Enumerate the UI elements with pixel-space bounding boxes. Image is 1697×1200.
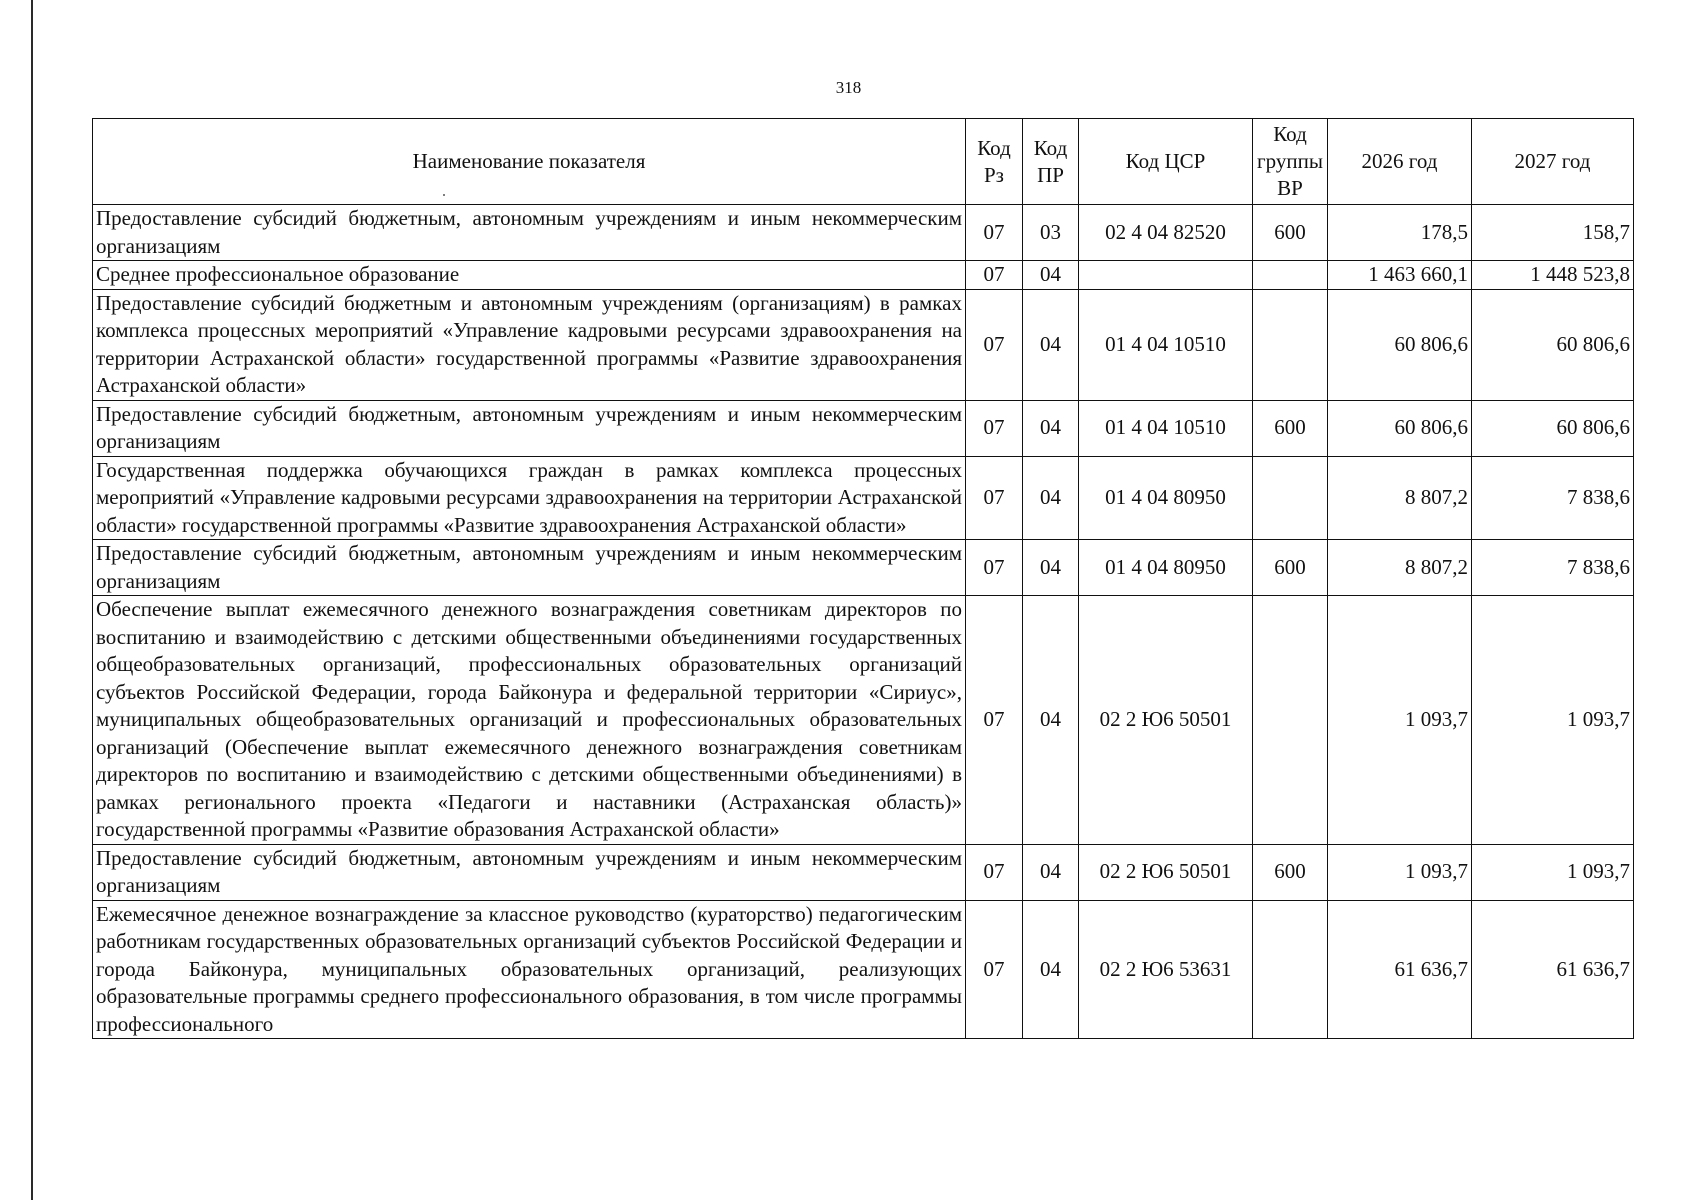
row-rz: 07 — [966, 205, 1023, 261]
row-2027: 60 806,6 — [1472, 400, 1634, 456]
row-2026: 60 806,6 — [1328, 400, 1472, 456]
row-csr: 02 2 Ю6 50501 — [1079, 596, 1253, 845]
row-2026: 1 463 660,1 — [1328, 261, 1472, 290]
row-vr: 600 — [1253, 400, 1328, 456]
table-row — [93, 289, 1634, 400]
row-vr — [1253, 289, 1328, 400]
row-2027: 7 838,6 — [1472, 456, 1634, 540]
row-rz: 07 — [966, 456, 1023, 540]
row-2026: 8 807,2 — [1328, 456, 1472, 540]
budget-table — [92, 118, 1634, 1039]
row-pr: 04 — [1023, 596, 1079, 845]
header-pr: Код ПР — [1023, 119, 1079, 205]
header-rz: Код Рз — [966, 119, 1023, 205]
row-2027: 61 636,7 — [1472, 900, 1634, 1039]
row-rz: 07 — [966, 900, 1023, 1039]
row-csr: 01 4 04 10510 — [1079, 400, 1253, 456]
row-name: Ежемесячное денежное вознаграждение за классное руководство (кураторство) педагогическим работникам государственных образовательных организаций субъектов Российской Федерации и города Байконура, муниципальных образовательных организаций, реализующих образовательные программы среднего профессионального образования, в том числе программы профессионального — [93, 900, 966, 1039]
row-name: Предоставление субсидий бюджетным, автономным учреждениям и иным некоммерческим организациям — [93, 844, 966, 900]
row-pr: 03 — [1023, 205, 1079, 261]
table-row — [93, 261, 1634, 290]
header-name: Наименование показателя — [93, 119, 966, 205]
scan-edge-line — [31, 0, 33, 1200]
row-pr: 04 — [1023, 289, 1079, 400]
row-pr: 04 — [1023, 261, 1079, 290]
table-row — [93, 540, 1634, 596]
row-pr: 04 — [1023, 900, 1079, 1039]
header-2027: 2027 год — [1472, 119, 1634, 205]
row-csr: 02 2 Ю6 53631 — [1079, 900, 1253, 1039]
row-2027: 1 093,7 — [1472, 596, 1634, 845]
row-vr — [1253, 900, 1328, 1039]
row-2027: 1 093,7 — [1472, 844, 1634, 900]
row-pr: 04 — [1023, 400, 1079, 456]
table-row — [93, 456, 1634, 540]
row-csr: 02 4 04 82520 — [1079, 205, 1253, 261]
row-vr — [1253, 261, 1328, 290]
row-rz: 07 — [966, 261, 1023, 290]
row-2026: 1 093,7 — [1328, 844, 1472, 900]
row-name: Предоставление субсидий бюджетным, автономным учреждениям и иным некоммерческим организациям — [93, 205, 966, 261]
row-name: Предоставление субсидий бюджетным, автономным учреждениям и иным некоммерческим организациям — [93, 540, 966, 596]
row-2026: 8 807,2 — [1328, 540, 1472, 596]
row-2027: 60 806,6 — [1472, 289, 1634, 400]
row-2026: 61 636,7 — [1328, 900, 1472, 1039]
row-csr: 01 4 04 10510 — [1079, 289, 1253, 400]
row-rz: 07 — [966, 400, 1023, 456]
row-vr — [1253, 596, 1328, 845]
row-vr: 600 — [1253, 205, 1328, 261]
table-row — [93, 205, 1634, 261]
table-header-row — [93, 119, 1634, 205]
row-2026: 60 806,6 — [1328, 289, 1472, 400]
row-pr: 04 — [1023, 456, 1079, 540]
row-2026: 1 093,7 — [1328, 596, 1472, 845]
header-2026: 2026 год — [1328, 119, 1472, 205]
row-vr: 600 — [1253, 844, 1328, 900]
row-csr: 02 2 Ю6 50501 — [1079, 844, 1253, 900]
table-row — [93, 844, 1634, 900]
row-2026: 178,5 — [1328, 205, 1472, 261]
row-rz: 07 — [966, 289, 1023, 400]
row-2027: 7 838,6 — [1472, 540, 1634, 596]
row-name: Государственная поддержка обучающихся граждан в рамках комплекса процессных мероприятий «Управление кадровыми ресурсами здравоохранения на территории Астраханской области» государственной программы «Развитие здравоохранения Астраханской области» — [93, 456, 966, 540]
row-csr: 01 4 04 80950 — [1079, 540, 1253, 596]
header-csr: Код ЦСР — [1079, 119, 1253, 205]
row-pr: 04 — [1023, 844, 1079, 900]
table-row — [93, 400, 1634, 456]
row-pr: 04 — [1023, 540, 1079, 596]
row-name: Среднее профессиональное образование — [93, 261, 966, 290]
row-name: Предоставление субсидий бюджетным, автономным учреждениям и иным некоммерческим организациям — [93, 400, 966, 456]
row-csr — [1079, 261, 1253, 290]
row-rz: 07 — [966, 596, 1023, 845]
row-2027: 158,7 — [1472, 205, 1634, 261]
row-csr: 01 4 04 80950 — [1079, 456, 1253, 540]
row-rz: 07 — [966, 844, 1023, 900]
row-rz: 07 — [966, 540, 1023, 596]
row-vr — [1253, 456, 1328, 540]
table-row — [93, 900, 1634, 1039]
table-row — [93, 596, 1634, 845]
row-name: Обеспечение выплат ежемесячного денежного вознаграждения советникам директоров по воспитанию и взаимодействию с детскими общественными объединениями государственных общеобразовательных организаций, профессиональных образовательных организаций субъектов Российской Федерации, города Байконура и федеральной территории «Сириус», муниципальных общеобразовательных организаций и профессиональных образовательных организаций (Обеспечение выплат ежемесячного денежного вознаграждения советникам директоров по воспитанию и взаимодействию с детскими общественными объединениями) в рамках регионального проекта «Педагоги и наставники (Астраханская область)» государственной программы «Развитие образования Астраханской области» — [93, 596, 966, 845]
header-vr: Код группы ВР — [1253, 119, 1328, 205]
page-number: 318 — [835, 78, 862, 97]
row-vr: 600 — [1253, 540, 1328, 596]
row-name: Предоставление субсидий бюджетным и автономным учреждениям (организациям) в рамках комплекса процессных мероприятий «Управление кадровыми ресурсами здравоохранения на территории Астраханской области» государственной программы «Развитие здравоохранения Астраханской области» — [93, 289, 966, 400]
row-2027: 1 448 523,8 — [1472, 261, 1634, 290]
